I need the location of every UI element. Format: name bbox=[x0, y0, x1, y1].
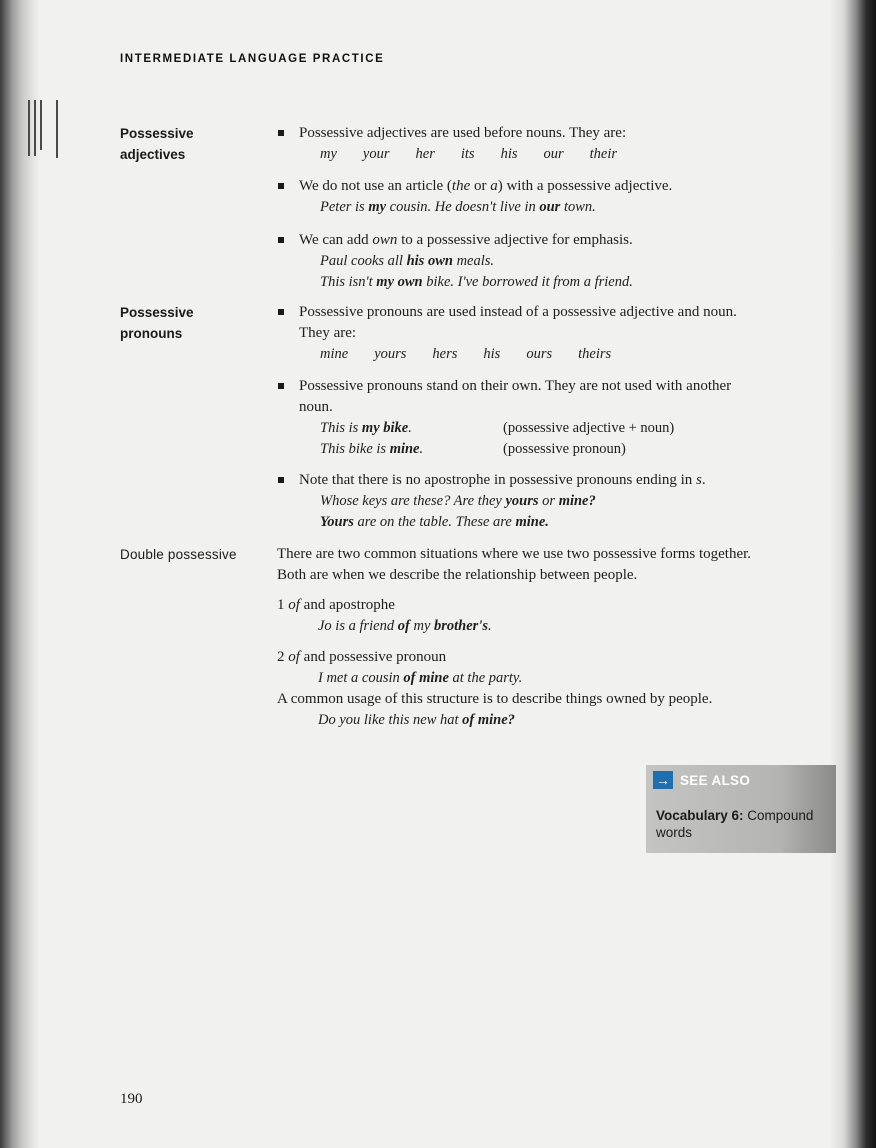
bullet-text bbox=[299, 176, 819, 197]
example-sentence bbox=[318, 710, 822, 731]
page-edge-shadow bbox=[830, 0, 876, 1148]
text-run: of bbox=[397, 618, 410, 634]
bullet-text: Possessive pronouns are used instead of a possessive adjective and noun. bbox=[299, 304, 737, 320]
text-run: town. bbox=[560, 199, 596, 215]
example-sentence bbox=[318, 616, 822, 637]
word: their bbox=[589, 146, 618, 162]
text-run: of bbox=[288, 597, 300, 613]
example-sentence bbox=[320, 251, 819, 272]
pronoun-word-row bbox=[320, 344, 819, 365]
text-run: This bike is bbox=[320, 441, 390, 457]
text-run: bike. I've borrowed it from a friend. bbox=[422, 274, 633, 290]
text-run: Yours bbox=[320, 514, 354, 530]
bullet-stand-alone bbox=[279, 376, 819, 460]
example-pair bbox=[320, 439, 819, 460]
see-also-link[interactable] bbox=[656, 807, 836, 841]
text-run: his own bbox=[406, 253, 453, 269]
example-sentence bbox=[320, 418, 503, 439]
example-sentence bbox=[320, 512, 819, 533]
text-run: We can add bbox=[299, 232, 373, 248]
text-run: Compound words bbox=[656, 808, 814, 840]
text-run: the bbox=[451, 178, 471, 194]
text-run: of mine bbox=[403, 670, 449, 686]
label-line: Possessive bbox=[120, 126, 194, 141]
adjective-word-row bbox=[320, 144, 819, 165]
text-run: mine. bbox=[515, 514, 549, 530]
text-run: my bbox=[368, 199, 387, 215]
text-run: to a possessive adjective for emphasis. bbox=[397, 232, 633, 248]
word: her bbox=[415, 146, 435, 162]
paragraph-line: There are two common situations where we use two possessive forms together. bbox=[277, 546, 752, 562]
text-run: mine? bbox=[558, 493, 596, 509]
page-number: 190 bbox=[120, 1091, 143, 1107]
text-run: yours bbox=[505, 493, 539, 509]
word: my bbox=[320, 146, 337, 162]
bullet-text: noun. bbox=[299, 399, 333, 415]
example-sentence bbox=[320, 197, 819, 218]
word: hers bbox=[432, 346, 458, 362]
text-run: . bbox=[488, 618, 492, 634]
text-run: and apostrophe bbox=[299, 597, 395, 613]
section-label-double-possessive: Double possessive bbox=[120, 547, 237, 562]
text-run: 1 bbox=[277, 597, 289, 613]
word: his bbox=[483, 346, 501, 362]
text-run: mine bbox=[389, 441, 420, 457]
word: your bbox=[362, 146, 390, 162]
bullet-text: Possessive adjectives are used before nouns. They are: bbox=[299, 125, 627, 141]
scan-artifact bbox=[28, 100, 64, 160]
word: yours bbox=[374, 346, 407, 362]
text-run: Jo is a friend bbox=[318, 618, 398, 634]
text-run: my bbox=[409, 618, 435, 634]
see-also-header bbox=[653, 771, 750, 789]
text-run: This is bbox=[320, 420, 362, 436]
text-run: my own bbox=[376, 274, 423, 290]
example-sentence bbox=[320, 439, 503, 460]
text-run: . bbox=[701, 472, 706, 488]
text-run: own bbox=[372, 232, 398, 248]
bullet-pronouns-list bbox=[279, 302, 819, 365]
text-run: Whose keys are these? Are they bbox=[320, 493, 506, 509]
label-line: adjectives bbox=[120, 147, 186, 162]
example-note: (possessive pronoun) bbox=[503, 441, 626, 457]
word: his bbox=[500, 146, 518, 162]
text-run: of mine? bbox=[462, 712, 515, 728]
bullet-text: They are: bbox=[299, 325, 357, 341]
arrow-right-icon: → bbox=[653, 771, 673, 789]
example-sentence bbox=[320, 491, 819, 512]
text-run: and possessive pronoun bbox=[299, 649, 447, 665]
numbered-item bbox=[277, 647, 822, 668]
bullet-own-emphasis bbox=[279, 230, 819, 293]
page-binding-shadow bbox=[0, 0, 40, 1148]
text-run: . bbox=[419, 441, 424, 457]
word: theirs bbox=[578, 346, 612, 362]
text-run: Peter is bbox=[320, 199, 369, 215]
example-pair bbox=[320, 418, 819, 439]
text-run: Do you like this new hat bbox=[318, 712, 463, 728]
text-run: meals. bbox=[452, 253, 495, 269]
text-run: our bbox=[539, 199, 561, 215]
word: ours bbox=[526, 346, 553, 362]
word: its bbox=[460, 146, 475, 162]
bullet-text bbox=[299, 470, 819, 491]
text-run: brother's bbox=[434, 618, 489, 634]
running-head: INTERMEDIATE LANGUAGE PRACTICE bbox=[120, 53, 385, 65]
text-run: Vocabulary 6: bbox=[656, 808, 744, 823]
bullet-adjectives-list bbox=[279, 123, 819, 165]
bullet-text bbox=[299, 230, 819, 251]
example-sentence bbox=[320, 272, 819, 293]
double-possessive-body bbox=[277, 544, 822, 731]
section-label-possessive-pronouns bbox=[120, 302, 270, 344]
see-also-box[interactable] bbox=[646, 765, 836, 853]
text-run: . bbox=[408, 420, 412, 436]
numbered-item bbox=[277, 595, 822, 616]
label-line: Possessive bbox=[120, 305, 194, 320]
text-run: a bbox=[490, 178, 498, 194]
text-run: We do not use an article ( bbox=[299, 178, 452, 194]
text-run: my bike bbox=[361, 420, 409, 436]
text-run: or bbox=[538, 493, 559, 509]
word: mine bbox=[320, 346, 349, 362]
bullet-no-apostrophe bbox=[279, 470, 819, 533]
text-run: of bbox=[288, 649, 300, 665]
example-note: (possessive adjective + noun) bbox=[503, 420, 675, 436]
paragraph-line: A common usage of this structure is to describe things owned by people. bbox=[277, 691, 713, 707]
text-run: are on the table. These are bbox=[353, 514, 516, 530]
example-sentence bbox=[318, 668, 822, 689]
text-run: I met a cousin bbox=[318, 670, 404, 686]
text-run: or bbox=[470, 178, 491, 194]
see-also-title: SEE ALSO bbox=[680, 772, 751, 788]
bullet-no-article bbox=[279, 176, 819, 218]
text-run: This isn't bbox=[320, 274, 377, 290]
text-run: ) with a possessive adjective. bbox=[497, 178, 673, 194]
bullet-text: Possessive pronouns stand on their own. They are not used with another bbox=[299, 378, 732, 394]
text-run: 2 bbox=[277, 649, 289, 665]
word: our bbox=[543, 146, 564, 162]
text-run: cousin. He doesn't live in bbox=[386, 199, 540, 215]
text-run: Paul cooks all bbox=[320, 253, 407, 269]
text-run: s bbox=[696, 472, 702, 488]
label-line: pronouns bbox=[120, 326, 183, 341]
text-run: at the party. bbox=[448, 670, 523, 686]
section-label-possessive-adjectives bbox=[120, 123, 270, 165]
text-run: Note that there is no apostrophe in possessive pronouns ending in bbox=[299, 472, 697, 488]
paragraph-line: Both are when we describe the relationship between people. bbox=[277, 567, 638, 583]
